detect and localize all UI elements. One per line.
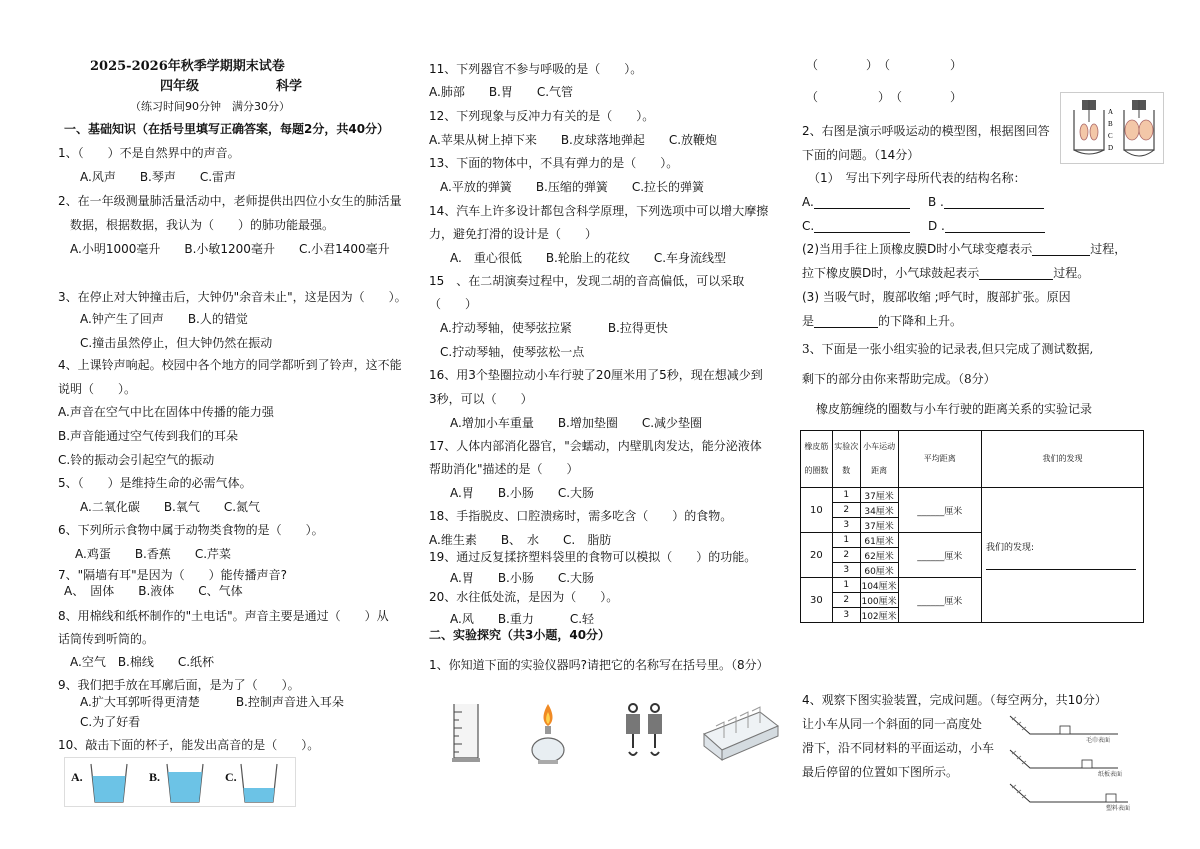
answer-blank-d[interactable] — [945, 220, 1045, 233]
q3-options1: A.钟产生了回声 B.人的错觉 — [80, 312, 248, 326]
q1-options: A.风声 B.琴声 C.雷声 — [80, 170, 237, 184]
q4-option-b: B.声音能通过空气传到我们的耳朵 — [58, 429, 239, 443]
q8-line2: 话筒传到听筒的。 — [58, 632, 155, 646]
th-trial: 实验次数 — [832, 431, 860, 488]
diagram-label-a: A — [1108, 108, 1114, 116]
distance-cell: 37厘米 — [860, 488, 898, 503]
distance-cell: 100厘米 — [860, 593, 898, 608]
table-header-row — [801, 431, 1144, 488]
answer-blank-q3[interactable] — [814, 315, 878, 328]
answer-blank-q2a[interactable] — [1032, 243, 1090, 256]
cup-c-label: C. — [225, 770, 237, 784]
exp4-line1: 让小车从同一个斜面的同一高度处 — [802, 717, 983, 731]
q14-line2: 力，避免打滑的设计是（ ） — [429, 227, 598, 241]
trial-cell: 3 — [832, 563, 860, 578]
ramp-diagram — [1008, 712, 1148, 814]
label-d-text: D . — [928, 219, 945, 233]
trial-cell: 1 — [832, 578, 860, 593]
exp3-line2: 剩下的部分由你来帮助完成。（8分） — [802, 372, 996, 386]
q15-line2: （ ） — [429, 297, 478, 311]
th-distance: 小车运动距离 — [860, 431, 898, 488]
label-b — [928, 195, 1044, 209]
turns-cell: 20 — [801, 533, 833, 578]
q18-options: A.维生素 B、 水 C. 脂肪 — [429, 533, 612, 547]
exp2-line2: 下面的问题。（14分） — [802, 148, 920, 162]
trial-cell: 2 — [832, 548, 860, 563]
exp1-question: 1、你知道下面的实验仪器吗?请把它的名称写在括号里。（8分） — [429, 658, 769, 672]
exp3-line1: 3、下面是一张小组实验的记录表,但只完成了测试数据, — [802, 342, 1094, 356]
finding-blank[interactable] — [986, 553, 1136, 570]
q20: 20、水往低处流，是因为（ ）。 — [429, 590, 619, 604]
trial-cell: 1 — [832, 533, 860, 548]
surface-label-cardboard: 纸板表面 — [1098, 771, 1123, 778]
q15-line1: 15 、在二胡演奏过程中，发现二胡的音高偏低，可以采取 — [429, 274, 745, 288]
exp2-line1: 2、右图是演示呼吸运动的模型图，根据图回答 — [802, 124, 1050, 138]
q14-options: A. 重心很低 B.轮胎上的花纹 C.车身流线型 — [450, 251, 727, 265]
q10: 10、敲击下面的杯子，能发出高音的是（ ）。 — [58, 738, 320, 752]
q15-options2: C.拧动琴轴，使琴弦松一点 — [440, 345, 585, 359]
q16-line1: 16、用3个垫圈拉动小车行驶了20厘米用了5秒，现在想减少到 — [429, 368, 763, 382]
distance-cell: 60厘米 — [860, 563, 898, 578]
q12-options: A.苹果从树上掉下来 B.皮球落地弹起 C.放鞭炮 — [429, 133, 718, 147]
label-a-text: A. — [802, 195, 814, 209]
distance-cell: 62厘米 — [860, 548, 898, 563]
exp2-q2-line2 — [802, 266, 1089, 280]
q14-line1: 14、汽车上许多设计都包含科学原理，下列选项中可以增大摩擦 — [429, 204, 769, 218]
trial-cell: 1 — [832, 488, 860, 503]
exp2-q2-line1 — [802, 242, 1126, 256]
average-cell[interactable]: ______厘米 — [898, 533, 982, 578]
q4-line2: 说明（ ）。 — [58, 382, 137, 396]
subject-label: 科学 — [276, 79, 303, 94]
q1: 1、（ ）不是自然界中的声音。 — [58, 146, 240, 160]
q4-option-a: A.声音在空气中比在固体中传播的能力强 — [58, 405, 274, 419]
instrument-answer-row2: （ ） （ ） — [806, 90, 963, 104]
exp4-line3: 最后停留的位置如下图所示。 — [802, 765, 959, 779]
trial-cell: 2 — [832, 503, 860, 518]
q19: 19、通过反复揉挤塑料袋里的食物可以模拟（ ）的功能。 — [429, 550, 757, 564]
exp2-q2-line2-text: 拉下橡皮膜D时，小气球鼓起表示 — [802, 266, 980, 280]
surface-label-plastic: 塑料表面 — [1106, 805, 1131, 812]
q2-options: A.小明1000毫升 B.小敏1200毫升 C.小君1400毫升 — [70, 242, 390, 256]
q15-options1: A.拧动琴轴，使琴弦拉紧 B.拉得更快 — [440, 321, 668, 335]
cup-a-label: A. — [71, 770, 83, 784]
exp2-q2-line2-end: 过程。 — [1053, 266, 1090, 280]
q17-options: A.胃 B.小肠 C.大肠 — [450, 486, 595, 500]
q9-options1: A.扩大耳郭听得更清楚 B.控制声音进入耳朵 — [80, 695, 344, 709]
q9: 9、我们把手放在耳廓后面，是为了（ ）。 — [58, 678, 300, 692]
exp2-q3-line2-start: 是 — [802, 314, 815, 328]
label-b-text: B . — [928, 195, 944, 209]
q11-options: A.肺部 B.胃 C.气管 — [429, 85, 574, 99]
q8-line1: 8、用棉线和纸杯制作的"土电话"。声音主要是通过（ ）从 — [58, 609, 389, 623]
average-cell[interactable]: ______厘米 — [898, 578, 982, 623]
trial-cell: 3 — [832, 518, 860, 533]
measuring-cylinder-icon — [448, 700, 484, 766]
q9-options2: C.为了好看 — [80, 715, 141, 729]
q19-options: A.胃 B.小肠 C.大肠 — [450, 571, 595, 585]
label-a — [802, 195, 910, 209]
diagram-label-b: B — [1108, 120, 1113, 128]
distance-cell: 37厘米 — [860, 518, 898, 533]
instrument-answer-row1: （ ） （ ） — [806, 58, 963, 72]
turns-cell: 30 — [801, 578, 833, 623]
distance-cell: 102厘米 — [860, 608, 898, 623]
cup-b-label: B. — [149, 770, 161, 784]
section2-title: 二、实验探究（共3小题，40分） — [429, 628, 611, 642]
q5: 5、（ ）是维持生命的必需气体。 — [58, 476, 252, 490]
exp4-line2: 滑下，沿不同材料的平面运动，小车 — [802, 741, 995, 755]
turns-cell: 10 — [801, 488, 833, 533]
q4-option-c: C.铃的振动会引起空气的振动 — [58, 453, 215, 467]
answer-blank-a[interactable] — [814, 196, 910, 209]
exp2-q2-line1-end: 过程， — [1090, 242, 1127, 256]
q11: 11、下列器官不参与呼吸的是（ ）。 — [429, 62, 643, 76]
cup-c-icon — [239, 760, 279, 804]
trial-cell: 2 — [832, 593, 860, 608]
q12: 12、下列现象与反冲力有关的是（ ）。 — [429, 109, 655, 123]
record-table — [800, 430, 1144, 623]
distance-cell: 61厘米 — [860, 533, 898, 548]
label-c-text: C. — [802, 219, 815, 233]
finding-label: 我们的发现: — [986, 543, 1035, 553]
q2-line1: 2、在一年级测量肺活量活动中，老师提供出四位小女生的肺活量 — [58, 194, 402, 208]
q13-options: A.平放的弹簧 B.压缩的弹簧 C.拉长的弹簧 — [440, 180, 705, 194]
distance-cell: 34厘米 — [860, 503, 898, 518]
section1-title: 一、基础知识（在括号里填写正确答案，每题2分，共40分） — [64, 122, 390, 136]
answer-blank-b[interactable] — [944, 196, 1044, 209]
q20-options: A.风 B.重力 C.轻 — [450, 612, 595, 626]
exp2-q3-line2-end: 的下降和上升。 — [878, 314, 963, 328]
diagram-label-d: D — [1108, 144, 1114, 152]
label-c — [802, 219, 910, 233]
diagram-label-c: C — [1108, 132, 1113, 140]
q3: 3、在停止对大钟撞击后，大钟仍"余音未止"，这是因为（ ）。 — [58, 290, 407, 304]
distance-cell: 104厘米 — [860, 578, 898, 593]
exp2-q3-line2 — [802, 314, 962, 328]
q6-options: A.鸡蛋 B.香蕉 C.芹菜 — [75, 547, 232, 561]
q13: 13、下面的物体中，不具有弹力的是（ ）。 — [429, 156, 679, 170]
cups-figure — [64, 757, 296, 807]
trial-cell: 3 — [832, 608, 860, 623]
cup-b-icon — [165, 760, 205, 804]
q7-options: A、 固体 B.液体 C、气体 — [64, 584, 243, 598]
q17-line2: 帮助消化"描述的是（ ） — [429, 462, 579, 476]
average-cell[interactable]: ______厘米 — [898, 488, 982, 533]
q16-line2: 3秒，可以（ ） — [429, 392, 533, 406]
exp2-q3-line1: (3) 当吸气时，腹部收缩 ;呼气时，腹部扩张。原因 — [802, 290, 1071, 304]
q18: 18、手指脱皮、口腔溃疡时，需多吃含（ ）的食物。 — [429, 509, 733, 523]
grade-label: 四年级 — [160, 79, 200, 94]
th-finding: 我们的发现 — [982, 431, 1144, 488]
cup-a-icon — [89, 760, 129, 804]
table-title: 橡皮筋缠绕的圈数与小车行驶的距离关系的实验记录 — [816, 402, 1093, 416]
exp4-question: 4、观察下图实验装置，完成问题。（每空两分，共10分） — [802, 693, 1107, 707]
q2-line2: 数据，根据数据，我认为（ ）的肺功能最强。 — [70, 218, 335, 232]
test-tube-rack-icon — [700, 704, 780, 762]
time-note: （练习时间90分钟 满分30分） — [130, 100, 290, 113]
finding-cell[interactable] — [982, 488, 1144, 623]
th-average: 平均距离 — [898, 431, 982, 488]
exp2-q1: （1） 写出下列字母所代表的结构名称： — [808, 171, 1026, 185]
answer-blank-q2b[interactable] — [979, 267, 1053, 280]
breathing-model-figure — [1060, 92, 1164, 164]
q6: 6、下列所示食物中属于动物类食物的是（ ）。 — [58, 523, 324, 537]
exp2-q2-line1-text: (2)当用手往上顶橡皮膜D时小气球变瘪表示 — [802, 242, 1033, 256]
surface-label-towel: 毛巾表面 — [1086, 737, 1111, 744]
alcohol-lamp-icon — [528, 700, 568, 766]
q8-options: A.空气 B.棉线 C.纸杯 — [70, 655, 215, 669]
exam-title: 2025-2026年秋季学期期末试卷 — [90, 59, 285, 74]
q16-options: A.增加小车重量 B.增加垫圈 C.减少垫圈 — [450, 416, 703, 430]
table-row — [801, 488, 1144, 503]
answer-blank-c[interactable] — [814, 220, 910, 233]
spring-scale-icon — [618, 702, 670, 762]
q3-options2: C.撞击虽然停止，但大钟仍然在振动 — [80, 336, 273, 350]
q7: 7、"隔墙有耳"是因为（ ）能传播声音? — [58, 568, 288, 582]
q4-line1: 4、上课铃声响起。校园中各个地方的同学都听到了铃声，这不能 — [58, 358, 402, 372]
q5-options: A.二氧化碳 B.氧气 C.氮气 — [80, 500, 261, 514]
q17-line1: 17、人体内部消化器官，"会蠕动，内壁肌肉发达，能分泌液体 — [429, 439, 762, 453]
th-turns: 橡皮筋的圈数 — [801, 431, 833, 488]
label-d — [928, 219, 1045, 233]
